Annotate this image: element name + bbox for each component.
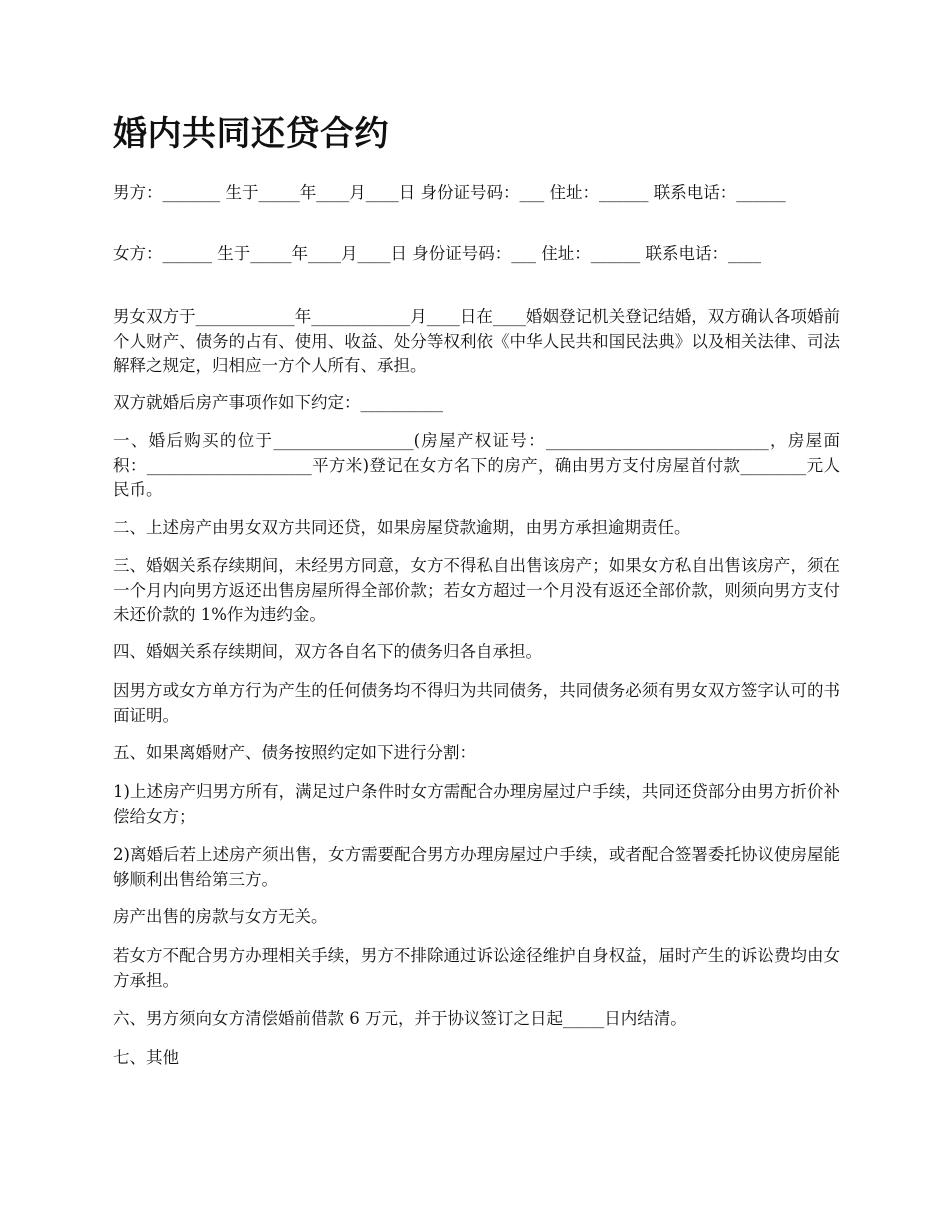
clause-7-other: 七、其他 [113,1048,179,1067]
property-agreement-intro: 双方就婚后房产事项作如下约定：__________ [113,393,443,412]
document-title: 婚内共同还贷合约 [113,114,389,154]
joint-debt-condition: 因男方或女方单方行为产生的任何债务均不得归为共同债务，共同债务必须有男女双方签字认可的书面证明。 [113,681,840,725]
division-item-1: 1)上述房产归男方所有，满足过户条件时女方需配合办理房屋过户手续，共同还贷部分由男方折价补偿给女方； [113,782,840,826]
marriage-registration-clause: 男女双方于____________年____________月____日在____婚姻登记机关登记结婚，双方确认各项婚前个人财产、债务的占有、使用、收益、处分等权利依《中华人民共和国民法典》以及相关法律、司法解释之规定，归相应一方个人所有、承担。 [113,307,840,375]
division-item-2: 2)离婚后若上述房产须出售，女方需要配合男方办理房屋过户手续，或者配合签署委托协议使房屋能够顺利出售给第三方。 [113,845,840,889]
clause-5-divorce-division: 五、如果离婚财产、债务按照约定如下进行分割： [113,743,476,762]
litigation-clause: 若女方不配合男方办理相关手续，男方不排除通过诉讼途径维护自身权益，届时产生的诉讼费均由女方承担。 [113,946,840,990]
clause-1-property-purchase: 一、婚后购买的位于_________________(房屋产权证号：___________________________，房屋面积：____________________平方米)登记在女方名下的房产，确由男方支付房屋首付款________元人民币。 [113,431,840,499]
male-party-info: 男方：_______ 生于_____年____月____日 身份证号码：___ 住址：______ 联系电话：______ [113,183,786,202]
clause-6-loan-repayment: 六、男方须向女方清偿婚前借款 6 万元，并于协议签订之日起_____日内结清。 [113,1009,687,1028]
female-party-info: 女方：______ 生于_____年____月____日 身份证号码：___ 住址：______ 联系电话：____ [113,244,761,263]
sale-proceeds-note: 房产出售的房款与女方无关。 [113,907,328,926]
clause-2-joint-repayment: 二、上述房产由男女双方共同还贷，如果房屋贷款逾期，由男方承担逾期责任。 [113,518,691,537]
clause-3-sale-restriction: 三、婚姻关系存续期间，未经男方同意，女方不得私自出售该房产；如果女方私自出售该房产，须在一个月内向男方返还出售房屋所得全部价款；若女方超过一个月没有返还全部价款，则须向男方支付未还价款的 1%作为违约金。 [113,556,840,624]
clause-4-personal-debts: 四、婚姻关系存续期间，双方各自名下的债务归各自承担。 [113,642,542,661]
